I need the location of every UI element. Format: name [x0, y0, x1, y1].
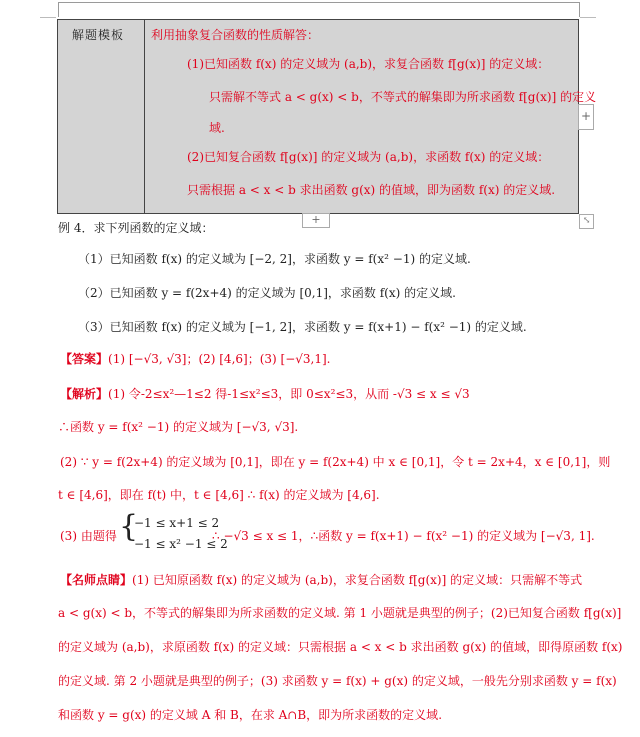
solution-template-table [57, 19, 597, 214]
analysis-tag: 【解析】 [60, 387, 109, 401]
answer-tag: 【答案】 [60, 352, 109, 366]
analysis-line-4: t ∈ [4,6]，即在 f(t) 中，t ∈ [4,6] ∴ f(x) 的定义域为 [4,6]. [58, 488, 380, 502]
template-label-cell [58, 20, 145, 213]
example-title: 例 4．求下列函数的定义域： [58, 221, 214, 235]
answer-text: (1) [−√3, √3]；(2) [4,6]；(3) [−√3,1]. [108, 352, 331, 366]
system-eq-2: −1 ≤ x² −1 ≤ 2 [134, 537, 228, 551]
template-line: 域. [209, 121, 225, 135]
template-label: 解题模板 [72, 28, 125, 42]
system-eq-1: −1 ≤ x+1 ≤ 2 [134, 516, 220, 530]
analysis-line-6: ∴ −√3 ≤ x ≤ 1，∴函数 y = f(x+1) − f(x² −1) 的定义域为 [−√3, 1]. [212, 529, 595, 543]
example-item-3: （3）已知函数 f(x) 的定义域为 [−1, 2]，求函数 y = f(x+1) − f(x² −1) 的定义域. [78, 320, 527, 334]
template-line: 只需解不等式 a < g(x) < b，不等式的解集即为所求函数 f[g(x)] 的定义 [209, 90, 597, 104]
example-item-2: （2）已知函数 y = f(2x+4) 的定义域为 [0,1]，求函数 f(x) 的定义域. [78, 286, 456, 300]
tips-line-4: 的定义域. 第 2 小题就是典型的例子；(3) 求函数 y = f(x) + g(x) 的定义域，一般先分别求函数 y = f(x) [58, 674, 617, 688]
analysis-line-1 [60, 385, 470, 402]
tips-line-1 [60, 571, 582, 588]
analysis-line-2: ∴函数 y = f(x² −1) 的定义域为 [−√3, √3]. [58, 420, 299, 434]
answer-line [60, 350, 330, 367]
table-resize-handle[interactable]: ⤡ [579, 214, 594, 229]
template-content-cell [145, 20, 597, 213]
add-row-button[interactable]: + [302, 213, 330, 228]
page-top-border [58, 2, 580, 17]
tips-text: (1) 已知原函数 f(x) 的定义域为 (a,b)，求复合函数 f[g(x)] 的定义域：只需解不等式 [132, 573, 583, 587]
template-line: (1)已知函数 f(x) 的定义域为 (a,b)，求复合函数 f[g(x)] 的定义域： [187, 57, 550, 71]
analysis-line-3: (2) ∵ y = f(2x+4) 的定义域为 [0,1]，即在 y = f(2x+4) 中 x ∈ [0,1]，令 t = 2x+4，x ∈ [0,1]，则 [60, 455, 611, 469]
tips-line-2: a < g(x) < b，不等式的解集即为所求函数的定义域. 第 1 小题就是典型的例子；(2)已知复合函数 f[g(x)] [58, 606, 622, 620]
page-corner-mark-left [40, 17, 56, 18]
template-line: (2)已知复合函数 f[g(x)] 的定义域为 (a,b)，求函数 f(x) 的定义域： [187, 150, 550, 164]
page-corner-mark-right [580, 17, 596, 18]
example-item-1: （1）已知函数 f(x) 的定义域为 [−2, 2]，求函数 y = f(x² −1) 的定义域. [78, 252, 471, 266]
tips-tag: 【名师点睛】 [60, 573, 133, 587]
analysis-line-5: (3) 由题得 [60, 529, 117, 543]
system-brace: { [119, 509, 139, 544]
tips-line-5: 和函数 y = g(x) 的定义域 A 和 B，在求 A∩B，即为所求函数的定义域. [58, 708, 443, 722]
template-line: 只需根据 a < x < b 求出函数 g(x) 的值域，即为函数 f(x) 的定义域. [187, 183, 556, 197]
tips-line-3: 的定义域为 (a,b)，求原函数 f(x) 的定义域：只需根据 a < x < b 求出函数 g(x) 的值域，即得原函数 f(x) [58, 640, 623, 654]
template-line: 利用抽象复合函数的性质解答： [151, 28, 320, 42]
analysis-text: (1) 令-2≤x²—1≤2 得-1≤x²≤3，即 0≤x²≤3，从而 -√3 ≤ x ≤ √3 [108, 387, 470, 401]
add-column-button[interactable]: + [578, 104, 594, 130]
